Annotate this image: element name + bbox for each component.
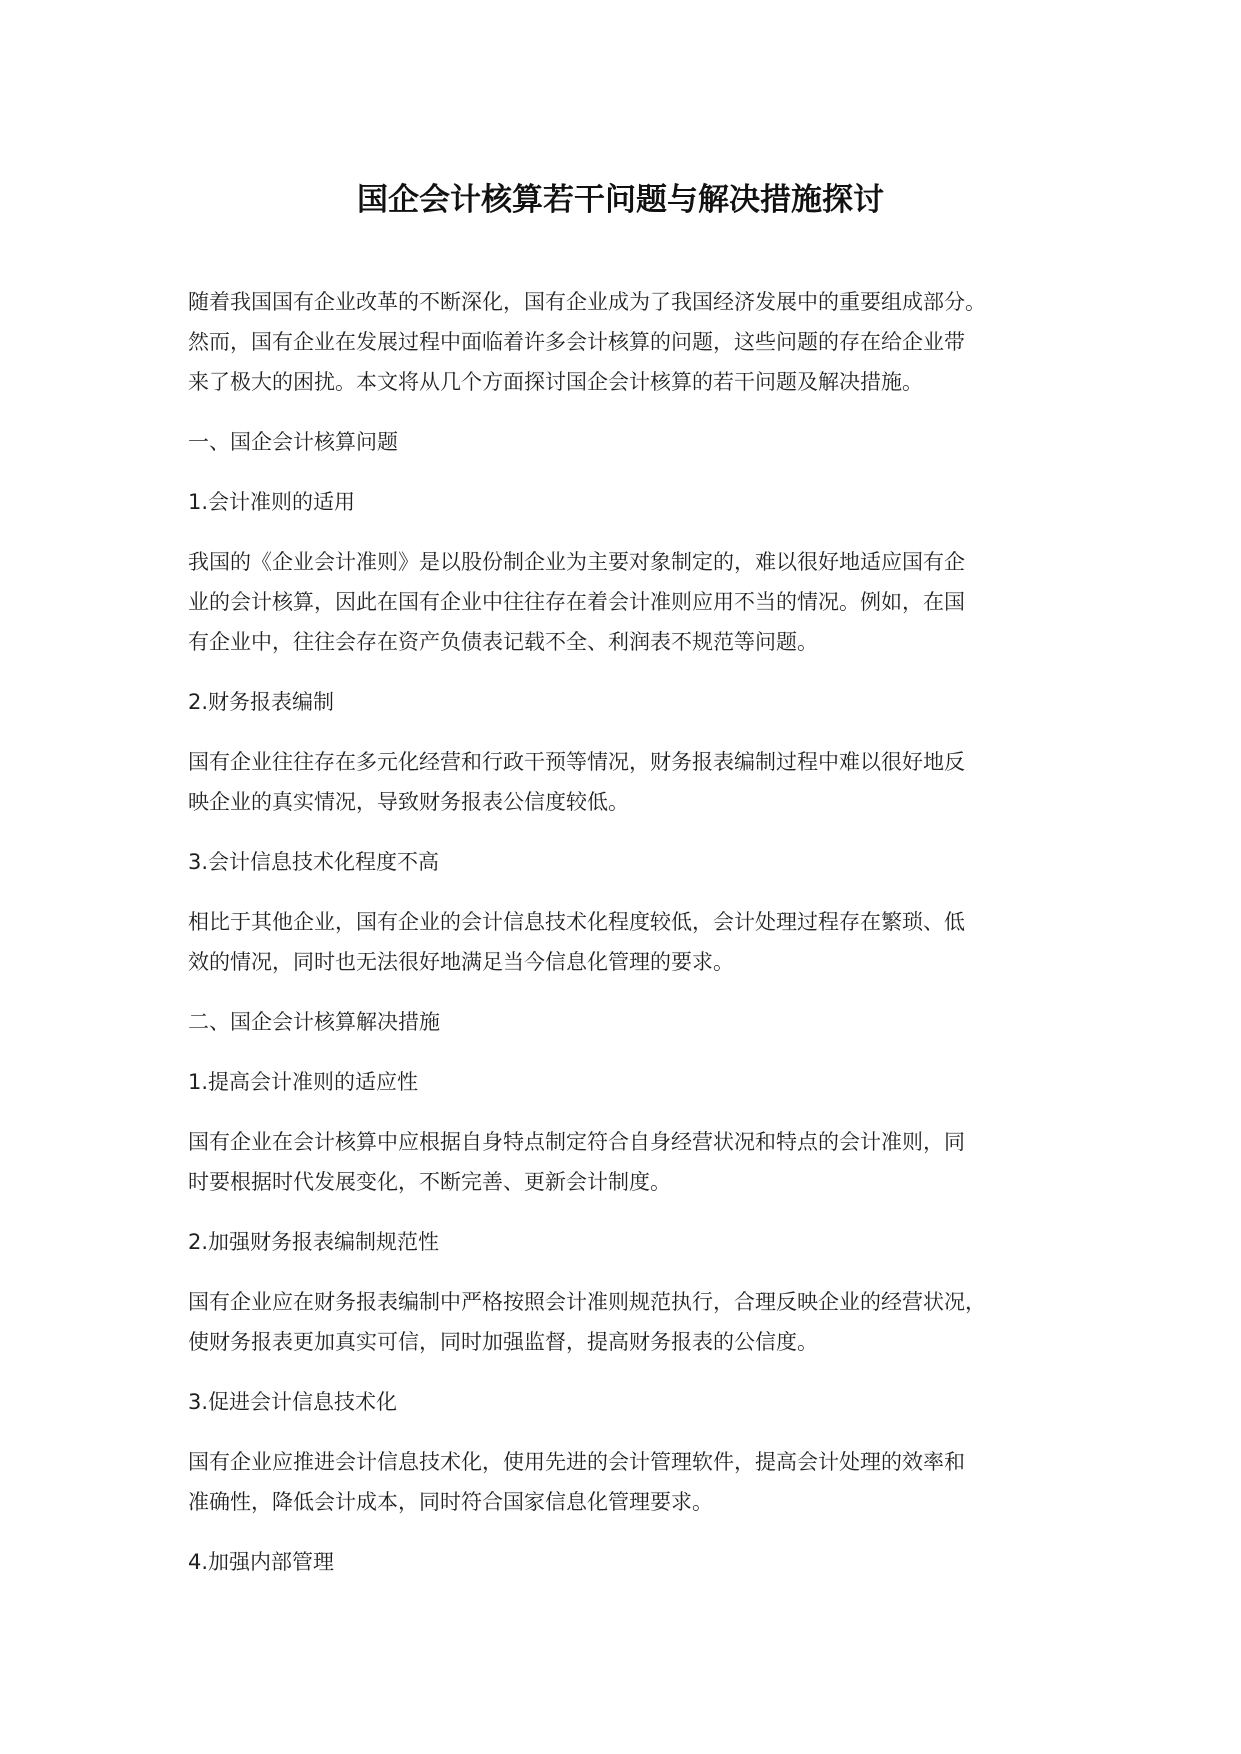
text-line: 国有企业应在财务报表编制中严格按照会计准则规范执行，合理反映企业的经营状况， — [188, 1290, 986, 1314]
page-title: 国企会计核算若干问题与解决措施探讨 — [357, 182, 884, 218]
text-line: 然而，国有企业在发展过程中面临着许多会计核算的问题，这些问题的存在给企业带 — [188, 330, 965, 354]
text-line: 国有企业往往存在多元化经营和行政干预等情况，财务报表编制过程中难以很好地反 — [188, 750, 965, 774]
text-line: 国有企业应推进会计信息技术化，使用先进的会计管理软件，提高会计处理的效率和 — [188, 1450, 965, 1474]
text-line: 来了极大的困扰。本文将从几个方面探讨国企会计核算的若干问题及解决措施。 — [188, 370, 923, 394]
text-line: 效的情况，同时也无法很好地满足当今信息化管理的要求。 — [188, 950, 734, 974]
subsection-heading: 3.促进会计信息技术化 — [188, 1390, 398, 1414]
paragraph — [188, 1282, 1058, 1362]
paragraph — [188, 1122, 1058, 1202]
text-line: 准确性，降低会计成本，同时符合国家信息化管理要求。 — [188, 1490, 713, 1514]
subsection-heading: 3.会计信息技术化程度不高 — [188, 850, 440, 874]
subsection-heading: 2.加强财务报表编制规范性 — [188, 1230, 440, 1254]
document-body — [188, 282, 1058, 1602]
section-heading: 二、国企会计核算解决措施 — [188, 1010, 440, 1034]
text-line: 随着我国国有企业改革的不断深化，国有企业成为了我国经济发展中的重要组成部分。 — [188, 290, 986, 314]
text-line: 相比于其他企业，国有企业的会计信息技术化程度较低，会计处理过程存在繁琐、低 — [188, 910, 965, 934]
intro-paragraph — [188, 282, 1058, 402]
subsection-heading: 1.会计准则的适用 — [188, 490, 356, 514]
subsection-heading: 4.加强内部管理 — [188, 1550, 335, 1574]
text-line: 我国的《企业会计准则》是以股份制企业为主要对象制定的，难以很好地适应国有企 — [188, 550, 965, 574]
text-line: 映企业的真实情况，导致财务报表公信度较低。 — [188, 790, 629, 814]
section-heading: 一、国企会计核算问题 — [188, 430, 398, 454]
subsection-heading: 2.财务报表编制 — [188, 690, 335, 714]
paragraph — [188, 542, 1058, 662]
paragraph — [188, 1442, 1058, 1522]
paragraph — [188, 902, 1058, 982]
paragraph — [188, 742, 1058, 822]
text-line: 使财务报表更加真实可信，同时加强监督，提高财务报表的公信度。 — [188, 1330, 818, 1354]
subsection-heading: 1.提高会计准则的适应性 — [188, 1070, 419, 1094]
text-line: 业的会计核算，因此在国有企业中往往存在着会计准则应用不当的情况。例如，在国 — [188, 590, 965, 614]
text-line: 时要根据时代发展变化，不断完善、更新会计制度。 — [188, 1170, 671, 1194]
text-line: 国有企业在会计核算中应根据自身特点制定符合自身经营状况和特点的会计准则，同 — [188, 1130, 965, 1154]
text-line: 有企业中，往往会存在资产负债表记载不全、利润表不规范等问题。 — [188, 630, 818, 654]
